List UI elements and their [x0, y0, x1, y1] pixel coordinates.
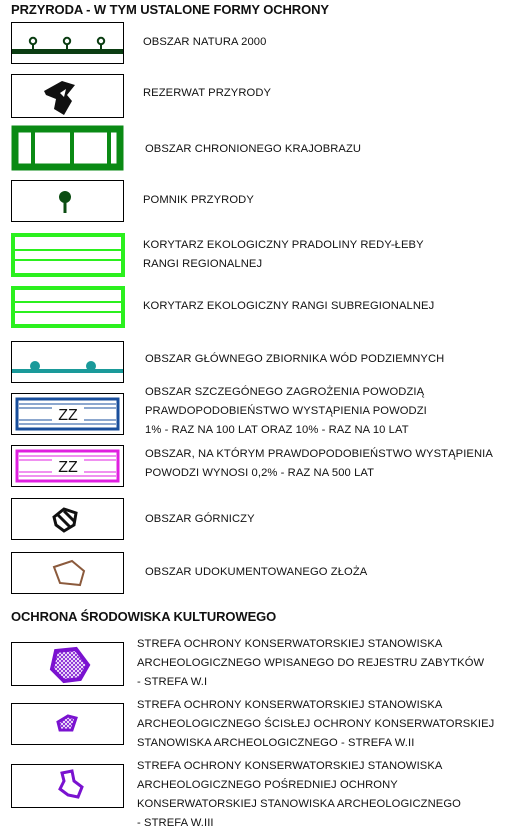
zone-w1-symbol [11, 642, 124, 686]
zone-w3-label: STREFA OCHRONY KONSERWATORSKIEJ STANOWISKA ARCHEOLOGICZNEGO POŚREDNIEJ OCHRONY KONSERWATORSKIEJ STANOWISKA ARCHEOLOGICZNEGO - STREFA W.III [137, 760, 461, 829]
reserve-icon [12, 75, 123, 117]
mining-icon [12, 499, 123, 539]
flood-500-symbol [11, 445, 124, 487]
landscape-icon [11, 125, 126, 172]
zone-w3-icon [12, 765, 123, 807]
flood-risk-icon [12, 394, 123, 434]
zone-w2-icon [12, 704, 123, 744]
section-title-nature: PRZYRODA - W TYM USTALONE FORMY OCHRONY [11, 2, 329, 17]
zone-w2-label: STREFA OCHRONY KONSERWATORSKIEJ STANOWISKA ARCHEOLOGICZNEGO ŚCISŁEJ OCHRONY KONSERWATORSKIEJ STANOWISKA ARCHEOLOGICZNEGO - STREFA W.II [137, 699, 495, 749]
zone-w2-symbol [11, 703, 124, 745]
corridor-regional-icon [11, 233, 126, 278]
flood-500-label: OBSZAR, NA KTÓRYM PRAWDOPODOBIEŃSTWO WYSTĄPIENIA POWODZI WYNOSI 0,2% - RAZ NA 500 LAT [145, 448, 493, 479]
section-title-culture: OCHRONA ŚRODOWISKA KULTUROWEGO [11, 609, 277, 624]
natura2000-label: OBSZAR NATURA 2000 [143, 36, 267, 48]
deposit-icon [12, 553, 123, 593]
monument-symbol [11, 180, 124, 222]
natura2000-symbol [11, 22, 124, 64]
groundwater-symbol [11, 341, 124, 383]
landscape-symbol [11, 125, 124, 172]
corridor-regional-label: KORYTARZ EKOLOGICZNY PRADOLINY REDY-ŁEBY RANGI REGIONALNEJ [143, 239, 424, 270]
deposit-symbol [11, 552, 124, 594]
corridor-subregional-icon [11, 286, 126, 329]
corridor-subregional-symbol [11, 286, 124, 329]
reserve-label: REZERWAT PRZYRODY [143, 87, 272, 99]
natura2000-icon [12, 23, 123, 63]
zone-w3-symbol [11, 764, 124, 808]
corridor-subregional-label: KORYTARZ EKOLOGICZNY RANGI SUBREGIONALNEJ [143, 300, 435, 312]
tree-icon [12, 181, 123, 221]
monument-label: POMNIK PRZYRODY [143, 194, 254, 206]
flood-risk-symbol-text: ZZ [58, 407, 78, 424]
deposit-label: OBSZAR UDOKUMENTOWANEGO ZŁOŻA [145, 566, 368, 578]
landscape-label: OBSZAR CHRONIONEGO KRAJOBRAZU [145, 143, 362, 155]
mining-symbol [11, 498, 124, 540]
groundwater-label: OBSZAR GŁÓWNEGO ZBIORNIKA WÓD PODZIEMNYCH [145, 353, 445, 365]
zone-w1-icon [12, 643, 123, 685]
flood-500-symbol-text: ZZ [58, 459, 78, 476]
corridor-regional-symbol [11, 233, 124, 278]
mining-label: OBSZAR GÓRNICZY [145, 513, 255, 525]
groundwater-icon [12, 342, 123, 382]
reserve-symbol [11, 74, 124, 118]
flood-500-icon [12, 446, 123, 486]
flood-risk-label: OBSZAR SZCZEGÓNEGO ZAGROŻENIA POWODZIĄ PRAWDOPODOBIEŃSTWO WYSTĄPIENIA POWODZI 1% - RAZ NA 100 LAT ORAZ 10% - RAZ NA 10 LAT [145, 386, 427, 436]
zone-w1-label: STREFA OCHRONY KONSERWATORSKIEJ STANOWISKA ARCHEOLOGICZNEGO WPISANEGO DO REJESTRU ZABYTKÓW - STREFA W.I [137, 638, 485, 688]
flood-risk-symbol [11, 393, 124, 435]
